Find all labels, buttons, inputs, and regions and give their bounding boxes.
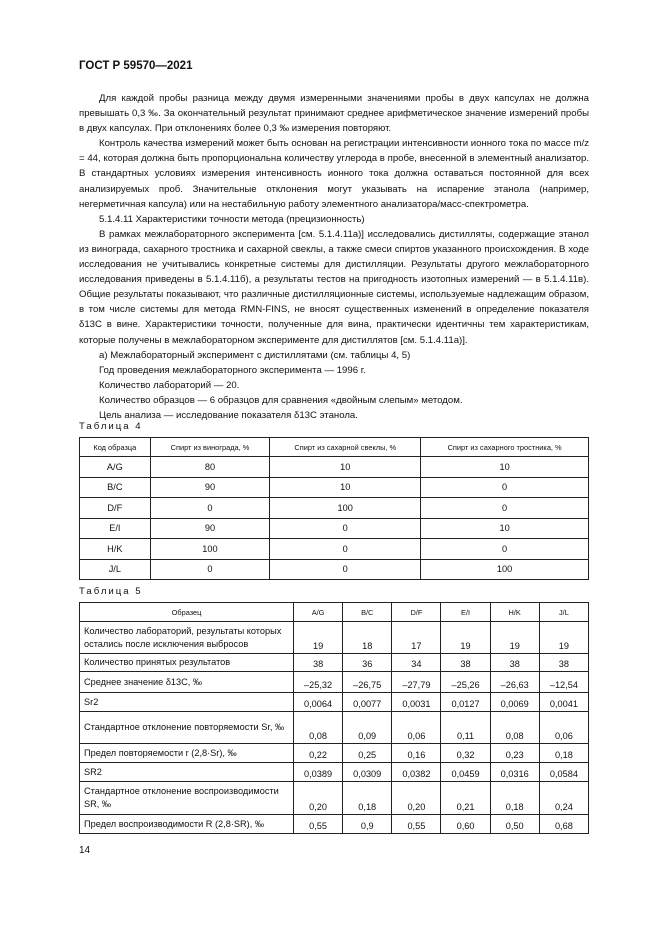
- table-cell: 0,55: [392, 815, 441, 834]
- table-cell: 0,18: [490, 782, 539, 815]
- table-cell: 0,0064: [294, 693, 343, 712]
- header-cell: A/G: [294, 603, 343, 622]
- table-cell: 34: [392, 654, 441, 672]
- table-cell: 0: [270, 539, 421, 560]
- table-cell: 0,06: [392, 712, 441, 744]
- table-row: [80, 559, 589, 580]
- table-cell: 38: [539, 654, 588, 672]
- row-label: Предел повторяемости r (2,8·Sr), ‰: [80, 744, 294, 763]
- table-cell: 0,06: [539, 712, 588, 744]
- table-cell: 0,08: [294, 712, 343, 744]
- table-4: [79, 437, 589, 580]
- table-cell: 10: [270, 457, 421, 478]
- table-5-caption: Таблица 5: [79, 586, 143, 597]
- row-label: SR2: [80, 763, 294, 782]
- table-cell: 0: [150, 559, 270, 580]
- table-header-row: [80, 603, 589, 622]
- header-cell: Спирт из винограда, %: [150, 438, 270, 457]
- table-row: [80, 518, 589, 539]
- table-cell: 19: [294, 622, 343, 654]
- table-row: [80, 672, 589, 693]
- table-cell: 0,21: [441, 782, 490, 815]
- list-item: Цель анализа — исследование показателя δ13C этанола.: [99, 409, 358, 421]
- table-cell: 0: [421, 477, 589, 498]
- table-cell: 0,24: [539, 782, 588, 815]
- table-cell: 0,0459: [441, 763, 490, 782]
- table-cell: 0,0316: [490, 763, 539, 782]
- table-row: [80, 654, 589, 672]
- table-cell: 0,0127: [441, 693, 490, 712]
- table-cell: 0,50: [490, 815, 539, 834]
- table-cell: 0,0309: [343, 763, 392, 782]
- paragraph: Для каждой пробы разница между двумя измеренными значениями пробы в двух капсулах не должна превышать 0,3 ‰. За окончательный результат принимают среднее арифметическое значение измерений пробы в двух капсулах. При отклонениях более 0,3 ‰ измерения повторяют.: [79, 93, 589, 135]
- table-cell: 19: [441, 622, 490, 654]
- table-row: [80, 457, 589, 478]
- table-cell: 0,0584: [539, 763, 588, 782]
- table-row: [80, 815, 589, 834]
- table-cell: H/K: [80, 539, 151, 560]
- table-cell: 17: [392, 622, 441, 654]
- table-cell: 0,68: [539, 815, 588, 834]
- table-cell: 0,0077: [343, 693, 392, 712]
- table-cell: –12,54: [539, 672, 588, 693]
- list-item: Год проведения межлабораторного эксперимента — 1996 г.: [99, 364, 366, 376]
- header-cell: J/L: [539, 603, 588, 622]
- table-cell: 100: [270, 498, 421, 519]
- table-cell: D/F: [80, 498, 151, 519]
- header-cell: Код образца: [80, 438, 151, 457]
- table-cell: –26,63: [490, 672, 539, 693]
- table-row: [80, 712, 589, 744]
- table-cell: 38: [294, 654, 343, 672]
- table-cell: –26,75: [343, 672, 392, 693]
- table-cell: 19: [539, 622, 588, 654]
- table-cell: J/L: [80, 559, 151, 580]
- table-cell: 0,25: [343, 744, 392, 763]
- list-item: а) Межлабораторный эксперимент с дистиллятами (см. таблицы 4, 5): [99, 349, 411, 361]
- table-cell: 0: [270, 559, 421, 580]
- table-cell: 0,20: [294, 782, 343, 815]
- paragraph: В рамках межлабораторного эксперимента [см. 5.1.4.11а)] исследовались дистилляты, содержащие этанол из винограда, сахарного тростника и сахарной свеклы, а также смеси спиртов указанного происхождения. В ходе исследования не учитывались конкретные системы для дистилляции. Результаты другого межлабораторного исследования приведены в 5.1.4.11б), а результаты тестов на пригодность изотопных измерений — в 5.1.4.11в). Общие результаты показывают, что различные дистилляционные системы, используемые надлежащим образом, в том числе системы для метода RMN-FINS, не вносят существенных изменений в определение показателя δ13C в вине. Характеристики точности, полученные для вина, практически идентичны тем характеристикам, которые получены в межлабораторном эксперименте для дистиллятов [см. 5.1.4.11а)].: [79, 228, 589, 346]
- table-cell: 100: [421, 559, 589, 580]
- header-cell: D/F: [392, 603, 441, 622]
- table-cell: 0,09: [343, 712, 392, 744]
- row-label: Количество принятых результатов: [80, 654, 294, 672]
- row-label: Количество лабораторий, результаты которых остались после исключения выбросов: [80, 622, 294, 654]
- table-cell: 0,32: [441, 744, 490, 763]
- table-row: [80, 744, 589, 763]
- table-4-caption: Таблица 4: [79, 421, 143, 432]
- row-label: Стандартное отклонение повторяемости Sr, ‰: [80, 712, 294, 744]
- table-cell: 0: [270, 518, 421, 539]
- table-cell: 0,0041: [539, 693, 588, 712]
- header-cell: B/C: [343, 603, 392, 622]
- table-cell: 18: [343, 622, 392, 654]
- table-cell: 10: [421, 457, 589, 478]
- table-cell: 38: [490, 654, 539, 672]
- table-cell: 80: [150, 457, 270, 478]
- paragraph: Контроль качества измерений может быть основан на регистрации интенсивности ионного тока по массе m/z = 44, которая должна быть пропорциональна количеству углерода в пробе, внесенной в элементный анализатор. В стандартных условиях измерения интенсивность ионного тока должна оставаться постоянной для всех анализируемых проб. Значительные отклонения могут указывать на испарение этанола (например, негерметичная капсула) или на нестабильную работу элементного анализатора/масс-спектрометра.: [79, 138, 589, 210]
- table-cell: 0,23: [490, 744, 539, 763]
- row-label: Предел воспроизводимости R (2,8·SR), ‰: [80, 815, 294, 834]
- table-cell: 0,22: [294, 744, 343, 763]
- table-row: [80, 498, 589, 519]
- table-cell: 90: [150, 518, 270, 539]
- table-5: [79, 602, 589, 834]
- header-cell: Спирт из сахарного тростника, %: [421, 438, 589, 457]
- table-cell: 19: [490, 622, 539, 654]
- table-cell: 0: [421, 498, 589, 519]
- table-cell: 0,9: [343, 815, 392, 834]
- header-cell: E/I: [441, 603, 490, 622]
- table-cell: 0,20: [392, 782, 441, 815]
- table-cell: 0,18: [539, 744, 588, 763]
- table-row: [80, 693, 589, 712]
- row-label: Среднее значение δ13C, ‰: [80, 672, 294, 693]
- table-cell: 100: [150, 539, 270, 560]
- table-cell: 0,55: [294, 815, 343, 834]
- body-text: [79, 91, 589, 423]
- table-cell: E/I: [80, 518, 151, 539]
- table-cell: 36: [343, 654, 392, 672]
- table-cell: 90: [150, 477, 270, 498]
- table-cell: 0: [150, 498, 270, 519]
- list-item: Количество образцов — 6 образцов для сравнения «двойным слепым» методом.: [99, 394, 463, 406]
- table-cell: –25,32: [294, 672, 343, 693]
- table-cell: 0,0069: [490, 693, 539, 712]
- table-cell: A/G: [80, 457, 151, 478]
- table-row: [80, 763, 589, 782]
- table-cell: 0,0031: [392, 693, 441, 712]
- row-label: Sr2: [80, 693, 294, 712]
- header-cell: Спирт из сахарной свеклы, %: [270, 438, 421, 457]
- header-cell: H/K: [490, 603, 539, 622]
- table-row: [80, 539, 589, 560]
- table-cell: 38: [441, 654, 490, 672]
- header-cell: Образец: [80, 603, 294, 622]
- list-item: Количество лабораторий — 20.: [99, 379, 240, 391]
- row-label: Стандартное отклонение воспроизводимости SR, ‰: [80, 782, 294, 815]
- table-cell: 0,0382: [392, 763, 441, 782]
- table-cell: 0: [421, 539, 589, 560]
- table-cell: B/C: [80, 477, 151, 498]
- table-cell: 0,0389: [294, 763, 343, 782]
- table-row: [80, 782, 589, 815]
- document-header: ГОСТ Р 59570—2021: [79, 60, 193, 72]
- table-cell: –25,26: [441, 672, 490, 693]
- table-header-row: [80, 438, 589, 457]
- page-number: 14: [79, 845, 91, 856]
- table-cell: –27,79: [392, 672, 441, 693]
- table-cell: 10: [421, 518, 589, 539]
- section-heading: 5.1.4.11 Характеристики точности метода (прецизионность): [99, 213, 365, 225]
- table-cell: 0,11: [441, 712, 490, 744]
- table-cell: 10: [270, 477, 421, 498]
- table-row: [80, 477, 589, 498]
- table-cell: 0,18: [343, 782, 392, 815]
- table-row: [80, 622, 589, 654]
- table-cell: 0,60: [441, 815, 490, 834]
- table-cell: 0,08: [490, 712, 539, 744]
- table-cell: 0,16: [392, 744, 441, 763]
